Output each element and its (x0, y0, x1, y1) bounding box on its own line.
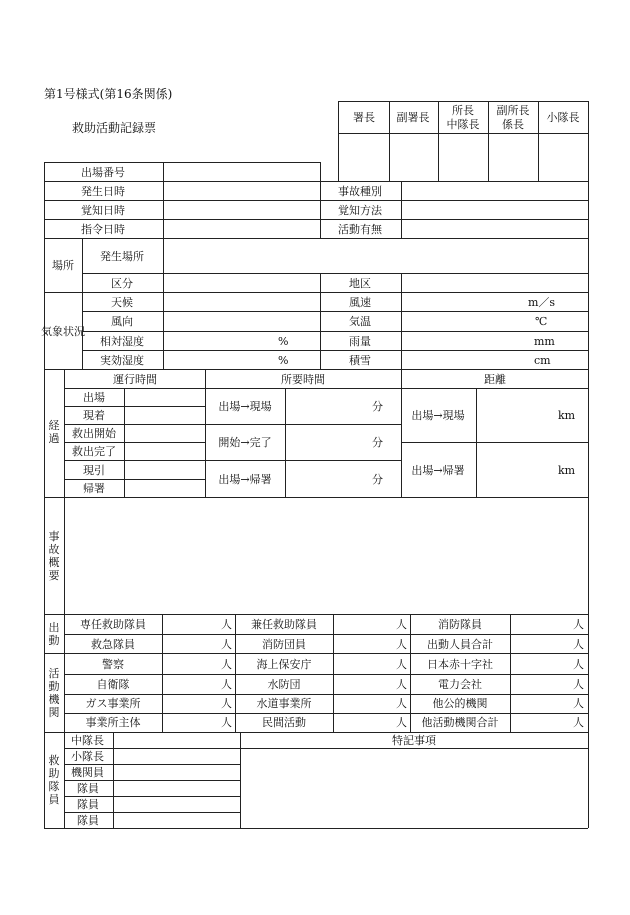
unit-person: 人 (396, 658, 407, 671)
label-other-public: 他公的機関 (432, 697, 488, 710)
crew-role-engineer: 機関員 (71, 766, 104, 779)
unit-person: 人 (573, 697, 584, 710)
approval-company-leader: 中隊長 (446, 118, 480, 131)
crew-role-member: 隊員 (77, 782, 99, 795)
label-activity-status: 活動有無 (338, 223, 382, 236)
event-withdraw: 現引 (83, 464, 105, 477)
unit-person: 人 (221, 697, 232, 710)
label-distance: 距離 (484, 373, 506, 386)
unit-person: 人 (573, 638, 584, 651)
unit-person: 人 (573, 658, 584, 671)
form-title: 救助活動記録票 (72, 121, 157, 135)
unit-person: 人 (221, 658, 232, 671)
approval-section-chief: 係長 (502, 118, 524, 131)
unit-person: 人 (396, 697, 407, 710)
agencies-heading: 活動機関 (48, 667, 60, 719)
seg-start-to-end: 開始→完了 (218, 436, 272, 449)
label-coast-guard: 海上保安庁 (256, 658, 312, 671)
unit-person: 人 (573, 618, 584, 631)
unit-person: 人 (396, 678, 407, 691)
label-condition: 天候 (111, 296, 133, 309)
label-ambulance-crew: 救急隊員 (91, 638, 135, 651)
crew-role-company-leader: 中隊長 (71, 734, 104, 747)
label-water-office: 水道事業所 (256, 697, 312, 710)
approval-deputy-chief: 副署長 (396, 111, 430, 124)
dist-dispatch-to-return: 出場→帰署 (411, 464, 465, 477)
label-concurrent-rescue: 兼任救助隊員 (251, 618, 317, 631)
unit-person: 人 (396, 716, 407, 729)
label-firefighters: 消防隊員 (438, 618, 482, 631)
label-occurred-at: 発生日時 (81, 185, 125, 198)
label-wind-speed: 風速 (349, 296, 371, 309)
approval-deputy-station: 副所長 (496, 104, 530, 117)
label-red-cross: 日本赤十字社 (427, 658, 493, 671)
dist-dispatch-to-scene: 出場→現場 (411, 409, 465, 422)
label-snow: 積雪 (349, 354, 371, 367)
dispatch-heading: 出動 (48, 621, 60, 647)
label-accident-type: 事故種別 (338, 185, 382, 198)
label-detection-method: 覚知方法 (338, 204, 382, 217)
label-temperature: 気温 (349, 315, 371, 328)
label-eff-humidity: 実効湿度 (100, 354, 144, 367)
crew-role-member: 隊員 (77, 798, 99, 811)
crew-heading: 救助隊員 (48, 754, 60, 806)
label-power-company: 電力会社 (438, 678, 482, 691)
unit-person: 人 (396, 618, 407, 631)
km-unit-2: km (558, 464, 576, 477)
label-other-total: 他活動機関合計 (421, 716, 499, 729)
label-rainfall: 雨量 (349, 335, 371, 348)
seg-dispatch-to-scene: 出場→現場 (218, 400, 272, 413)
crew-role-member: 隊員 (77, 814, 99, 827)
event-return: 帰署 (83, 482, 105, 495)
event-arrival: 現着 (83, 409, 105, 422)
form-style-label: 第1号様式(第16条関係) (44, 87, 173, 101)
label-private-activity: 民間活動 (262, 716, 306, 729)
unit-person: 人 (573, 716, 584, 729)
min-unit-3: 分 (372, 473, 383, 486)
label-op-time: 運行時間 (113, 373, 157, 386)
unit-person: 人 (221, 638, 232, 651)
progress-heading: 経過 (48, 419, 60, 445)
approval-squad-leader: 小隊長 (546, 111, 580, 124)
summary-heading: 事故概要 (48, 530, 60, 582)
unit-person: 人 (573, 678, 584, 691)
label-gas-office: ガス事業所 (85, 697, 141, 710)
label-special-notes: 特記事項 (392, 734, 436, 747)
approval-chief: 署長 (353, 111, 375, 124)
km-unit-1: km (558, 409, 576, 422)
min-unit-1: 分 (372, 400, 383, 413)
label-ordered-at: 指令日時 (81, 223, 125, 236)
label-place: 発生場所 (100, 250, 144, 263)
unit-person: 人 (396, 638, 407, 651)
unit-temperature: ℃ (535, 315, 548, 328)
label-police: 警察 (102, 658, 124, 671)
unit-eff-humidity: % (278, 354, 289, 367)
unit-person: 人 (221, 678, 232, 691)
unit-person: 人 (221, 716, 232, 729)
label-dispatch-total: 出動人員合計 (427, 638, 493, 651)
label-wind-dir: 風向 (111, 315, 133, 328)
unit-snow: cm (534, 354, 551, 367)
label-flood-corps: 水防団 (267, 678, 301, 691)
crew-role-squad-leader: 小隊長 (71, 750, 104, 763)
label-dedicated-rescue: 専任救助隊員 (80, 618, 146, 631)
weather-heading: 気象状況 (41, 325, 85, 338)
label-detected-at: 覚知日時 (81, 204, 125, 217)
label-dispatch-no: 出場番号 (81, 166, 125, 179)
seg-dispatch-to-return: 出場→帰署 (218, 473, 272, 486)
label-req-time: 所要時間 (281, 373, 325, 386)
unit-wind-speed: m／s (528, 296, 556, 309)
location-heading: 場所 (52, 259, 74, 272)
label-district: 地区 (349, 277, 371, 290)
unit-rainfall: mm (534, 335, 555, 348)
approval-station-chief: 所長 (452, 104, 474, 117)
label-rel-humidity: 相対湿度 (100, 335, 144, 348)
event-dispatch: 出場 (83, 391, 105, 404)
label-volunteer-fire: 消防団員 (262, 638, 306, 651)
label-division: 区分 (111, 277, 133, 290)
unit-rel-humidity: % (278, 335, 289, 348)
unit-person: 人 (221, 618, 232, 631)
event-rescue-start: 救出開始 (72, 427, 116, 440)
label-business-entity: 事業所主体 (85, 716, 141, 729)
min-unit-2: 分 (372, 436, 383, 449)
label-sdf: 自衛隊 (96, 678, 130, 691)
event-rescue-end: 救出完了 (72, 445, 116, 458)
